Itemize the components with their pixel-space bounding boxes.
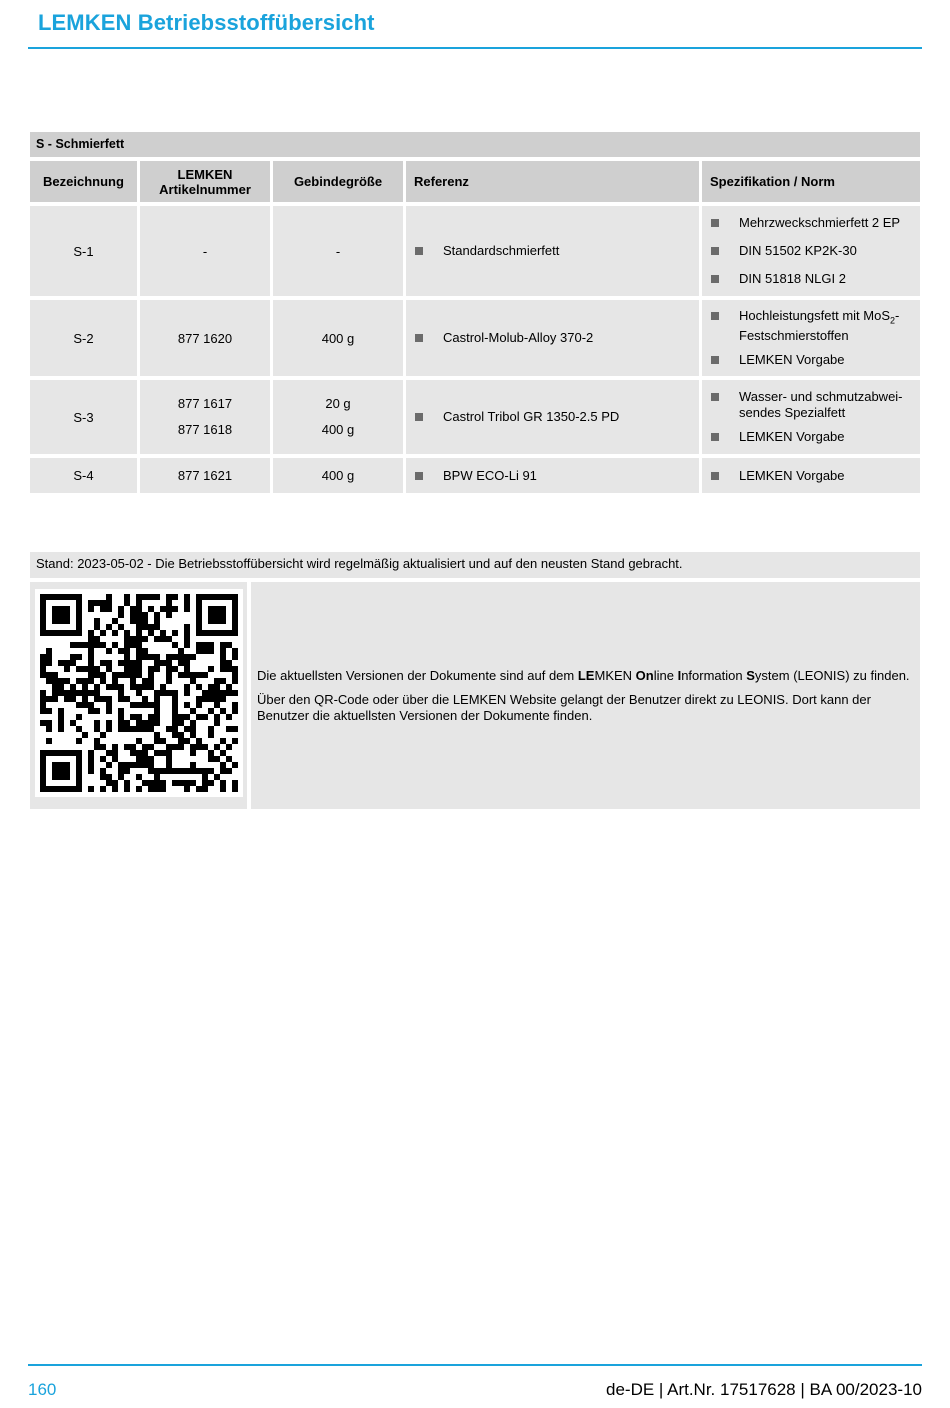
- bullet-item: [710, 308, 912, 345]
- info-text: ystem (LEONIS) zu finden.: [754, 667, 910, 683]
- bullet-item: Castrol-Molub-Alloy 370-2: [414, 330, 691, 346]
- spec-text: -: [895, 307, 900, 323]
- info-paragraph-1: [257, 668, 914, 684]
- info-bold: On: [635, 667, 654, 683]
- cell-artikel-s3: [140, 380, 270, 454]
- section-title: S - Schmierfett: [30, 132, 920, 157]
- col-header-gebindegroesse: Gebindegröße: [273, 161, 403, 202]
- col-header-artikelnummer: [140, 161, 270, 202]
- col-header-spezifikation: Spezifikation / Norm: [702, 161, 920, 202]
- gebinde-value: 20 g: [325, 396, 351, 411]
- bullet-item: LEMKEN Vorgabe: [710, 352, 912, 368]
- col-header-artikel-line1: LEMKEN: [177, 166, 233, 182]
- cell-bezeichnung-s3: S-3: [30, 380, 137, 454]
- spec-text: Festschmierstoffen: [739, 328, 849, 344]
- cell-gebinde-s4: 400 g: [273, 458, 403, 493]
- bullet-item: Mehrzweckschmierfett 2 EP: [710, 215, 912, 231]
- cell-referenz-s1: [406, 206, 699, 296]
- qr-code-cell: [30, 582, 247, 809]
- bullet-item: [710, 389, 912, 421]
- spec-text: Wasser- und schmutzabwei-: [739, 389, 903, 404]
- cell-artikel-s2: 877 1620: [140, 300, 270, 376]
- gebinde-value: 400 g: [321, 422, 355, 437]
- col-header-artikel-line2: Artikelnummer: [159, 181, 251, 197]
- info-paragraph-2: Über den QR-Code oder über die LEMKEN Website gelangt der Benutzer direkt zu LEONIS. Dort kann der Benutzer die aktuellsten Versionen der Dokumente finden.: [257, 691, 871, 723]
- bullet-item: LEMKEN Vorgabe: [710, 468, 912, 484]
- info-text: line: [653, 667, 678, 683]
- cell-referenz-s3: [406, 380, 699, 454]
- cell-artikel-s4: 877 1621: [140, 458, 270, 493]
- bullet-item: Standardschmierfett: [414, 243, 691, 259]
- bullet-item: DIN 51818 NLGI 2: [710, 271, 912, 287]
- footer-divider: [28, 1364, 922, 1366]
- subscript: 2: [890, 315, 896, 326]
- cell-referenz-s2: [406, 300, 699, 376]
- col-header-referenz: Referenz: [406, 161, 699, 202]
- bullet-item: Castrol Tribol GR 1350-2.5 PD: [414, 409, 691, 425]
- artikel-value: 877 1618: [177, 422, 233, 437]
- info-text: MKEN: [594, 667, 636, 683]
- artikel-value: 877 1617: [177, 396, 233, 411]
- cell-spezifikation-s3: [702, 380, 920, 454]
- spec-text: Hochleistungsfett mit MoS: [739, 307, 891, 323]
- bullet-item: DIN 51502 KP2K-30: [710, 243, 912, 259]
- bullet-item: BPW ECO-Li 91: [414, 468, 691, 484]
- document-reference: de-DE | Art.Nr. 17517628 | BA 00/2023-10: [606, 1380, 922, 1399]
- info-bold: S: [746, 667, 755, 683]
- col-header-bezeichnung: Bezeichnung: [30, 161, 137, 202]
- header-divider: [28, 47, 922, 49]
- cell-bezeichnung-s1: S-1: [30, 206, 137, 296]
- cell-bezeichnung-s4: S-4: [30, 458, 137, 493]
- qr-code: [35, 589, 243, 797]
- page-title: LEMKEN Betriebsstoffübersicht: [38, 10, 375, 35]
- leonis-info: [251, 582, 920, 809]
- cell-artikel-s1: -: [140, 206, 270, 296]
- cell-gebinde-s3: [273, 380, 403, 454]
- cell-bezeichnung-s2: S-2: [30, 300, 137, 376]
- page-number: 160: [28, 1380, 57, 1399]
- cell-spezifikation-s2: [702, 300, 920, 376]
- info-bold: I: [677, 667, 682, 683]
- stand-note: Stand: 2023-05-02 - Die Betriebsstoffübersicht wird regelmäßig aktualisiert und auf den neusten Stand gebracht.: [30, 552, 920, 578]
- cell-gebinde-s2: 400 g: [273, 300, 403, 376]
- bullet-item: LEMKEN Vorgabe: [710, 429, 912, 445]
- info-text: nformation: [681, 667, 747, 683]
- cell-spezifikation-s1: [702, 206, 920, 296]
- cell-spezifikation-s4: [702, 458, 920, 493]
- cell-gebinde-s1: -: [273, 206, 403, 296]
- info-text: Die aktuellsten Versionen der Dokumente sind auf dem: [257, 667, 578, 683]
- cell-referenz-s4: [406, 458, 699, 493]
- spec-text: sendes Spezialfett: [739, 405, 846, 420]
- info-bold: LE: [577, 667, 595, 683]
